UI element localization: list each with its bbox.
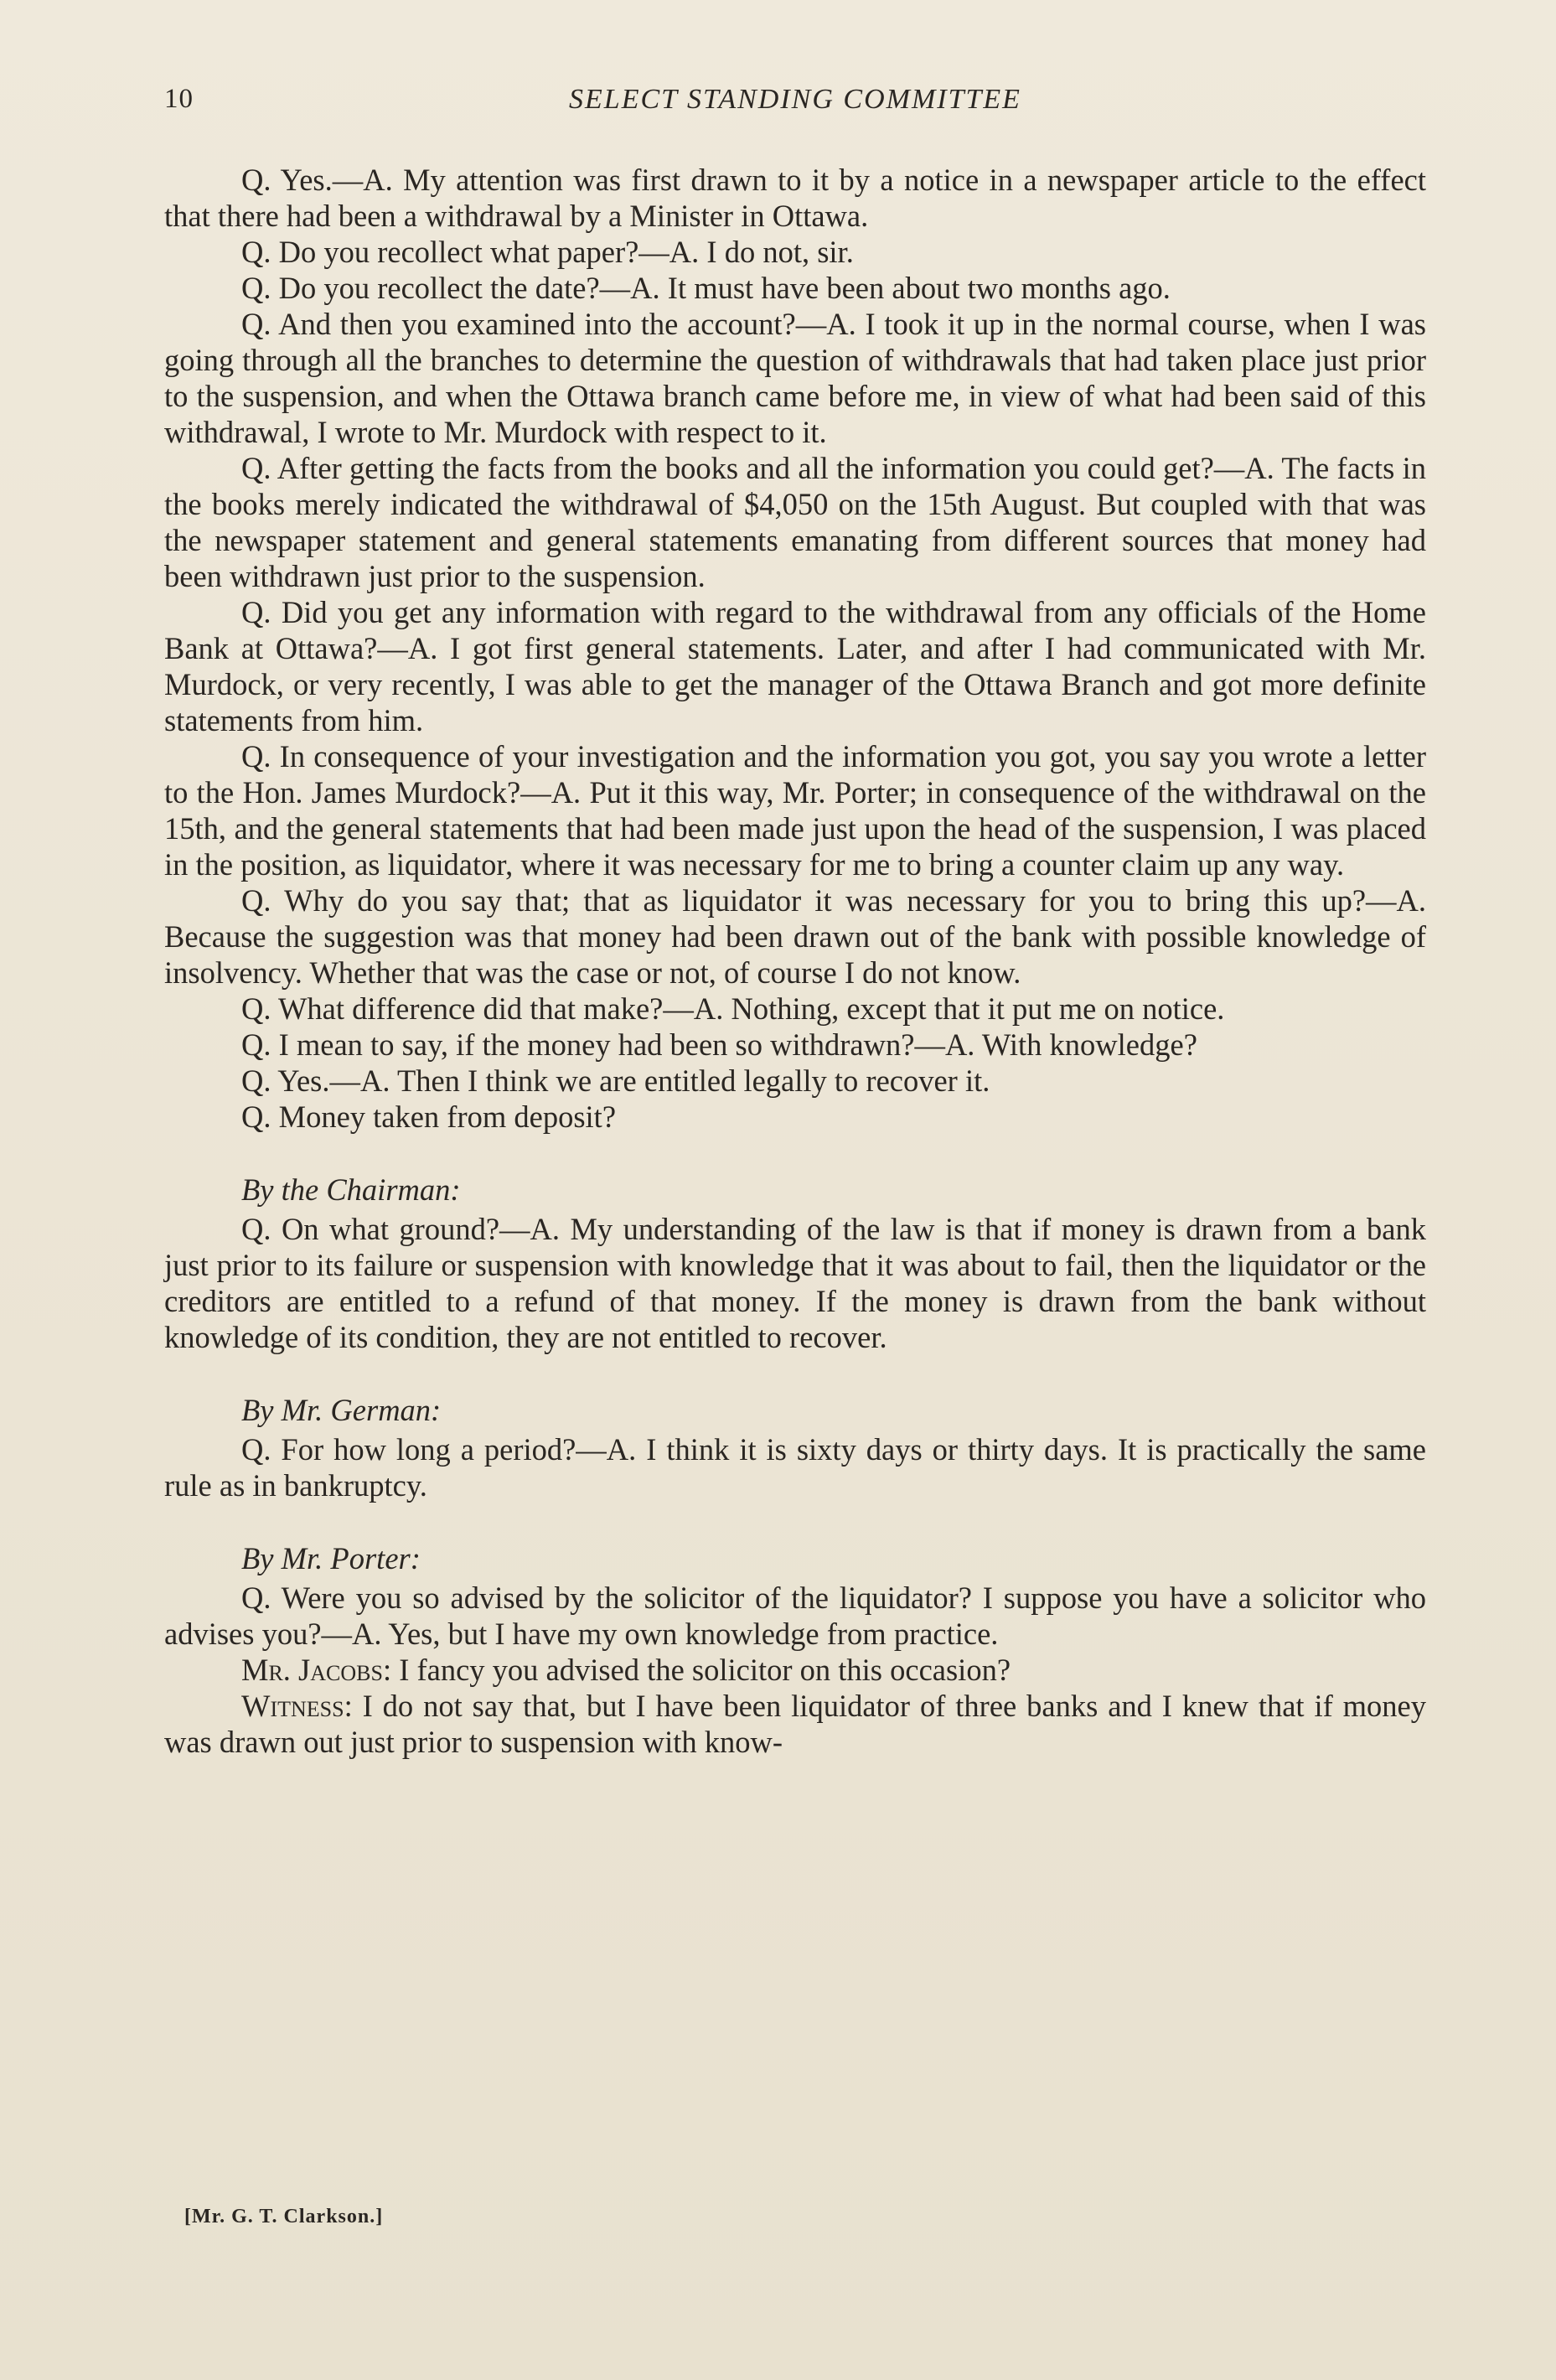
paragraph: Q. And then you examined into the account?—A. I took it up in the normal course, when I was going through all the branches to determine the question of withdrawals that had taken place just prior to the suspension, and when the Ottawa branch came before me, in view of what had been said of this withdrawal, I wrote to Mr. Murdock with respect to it.	[164, 307, 1426, 449]
paragraph: Q. Do you recollect the date?—A. It must have been about two months ago.	[241, 271, 1171, 305]
speaker-label: Mr. Jacobs:	[241, 1653, 392, 1687]
examiner-heading: By Mr. German:	[241, 1393, 442, 1427]
testimony-body	[164, 162, 1426, 1760]
page-number: 10	[164, 84, 194, 114]
speaker-text: I fancy you advised the solicitor on this occasion?	[399, 1653, 1011, 1687]
paragraph: Q. Why do you say that; that as liquidator it was necessary for you to bring this up?—A. Because the suggestion was that money had been drawn out of the bank with possible knowledge of insolvency. Whether that was the case or not, of course I do not know.	[164, 883, 1426, 990]
paragraph: Q. Do you recollect what paper?—A. I do not, sir.	[241, 235, 854, 269]
paragraph	[164, 1652, 1426, 1688]
paragraph: Q. Yes.—A. My attention was first drawn to it by a notice in a newspaper article to the effect that there had been a withdrawal by a Minister in Ottawa.	[164, 163, 1426, 233]
speaker-text: I do not say that, but I have been liquidator of three banks and I knew that if money was drawn out just prior to suspension with know-	[164, 1689, 1426, 1759]
paragraph: Q. In consequence of your investigation and the information you got, you say you wrote a letter to the Hon. James Murdock?—A. Put it this way, Mr. Porter; in consequence of the withdrawal on the 15th, and the general statements that had been made just upon the head of the suspension, I was placed in the position, as liquidator, where it was necessary for me to bring a counter claim up any way.	[164, 739, 1426, 882]
witness-footnote: [Mr. G. T. Clarkson.]	[184, 2206, 384, 2227]
examiner-heading: By the Chairman:	[241, 1172, 461, 1207]
paragraph	[164, 1688, 1426, 1760]
paragraph: Q. For how long a period?—A. I think it is sixty days or thirty days. It is practically the same rule as in bankruptcy.	[164, 1432, 1426, 1503]
paragraph: Q. Were you so advised by the solicitor of the liquidator? I suppose you have a solicitor who advises you?—A. Yes, but I have my own knowledge from practice.	[164, 1581, 1426, 1651]
paragraph: Q. What difference did that make?—A. Nothing, except that it put me on notice.	[241, 991, 1225, 1026]
page-header	[164, 84, 1426, 126]
running-head: SELECT STANDING COMMITTEE	[569, 84, 1021, 115]
paragraph: Q. I mean to say, if the money had been so withdrawn?—A. With knowledge?	[241, 1027, 1197, 1062]
paragraph: Q. Money taken from deposit?	[241, 1099, 617, 1134]
paragraph: Q. On what ground?—A. My understanding of the law is that if money is drawn from a bank just prior to its failure or suspension with knowledge that it was about to fail, then the liquidator or the creditors are entitled to a refund of that money. If the money is drawn from the bank without knowledge of its condition, they are not entitled to recover.	[164, 1212, 1426, 1354]
paragraph: Q. After getting the facts from the books and all the information you could get?—A. The facts in the books merely indicated the withdrawal of $4,050 on the 15th August. But coupled with that was the newspaper statement and general statements emanating from different sources that money had been withdrawn just prior to the suspension.	[164, 451, 1426, 593]
paragraph: Q. Yes.—A. Then I think we are entitled legally to recover it.	[241, 1063, 990, 1098]
paragraph: Q. Did you get any information with regard to the withdrawal from any officials of the Home Bank at Ottawa?—A. I got first general statements. Later, and after I had communicated with Mr. Murdock, or very recently, I was able to get the manager of the Ottawa Branch and got more definite statements from him.	[164, 595, 1426, 737]
examiner-heading: By Mr. Porter:	[241, 1541, 421, 1575]
speaker-label: Witness:	[241, 1689, 353, 1723]
